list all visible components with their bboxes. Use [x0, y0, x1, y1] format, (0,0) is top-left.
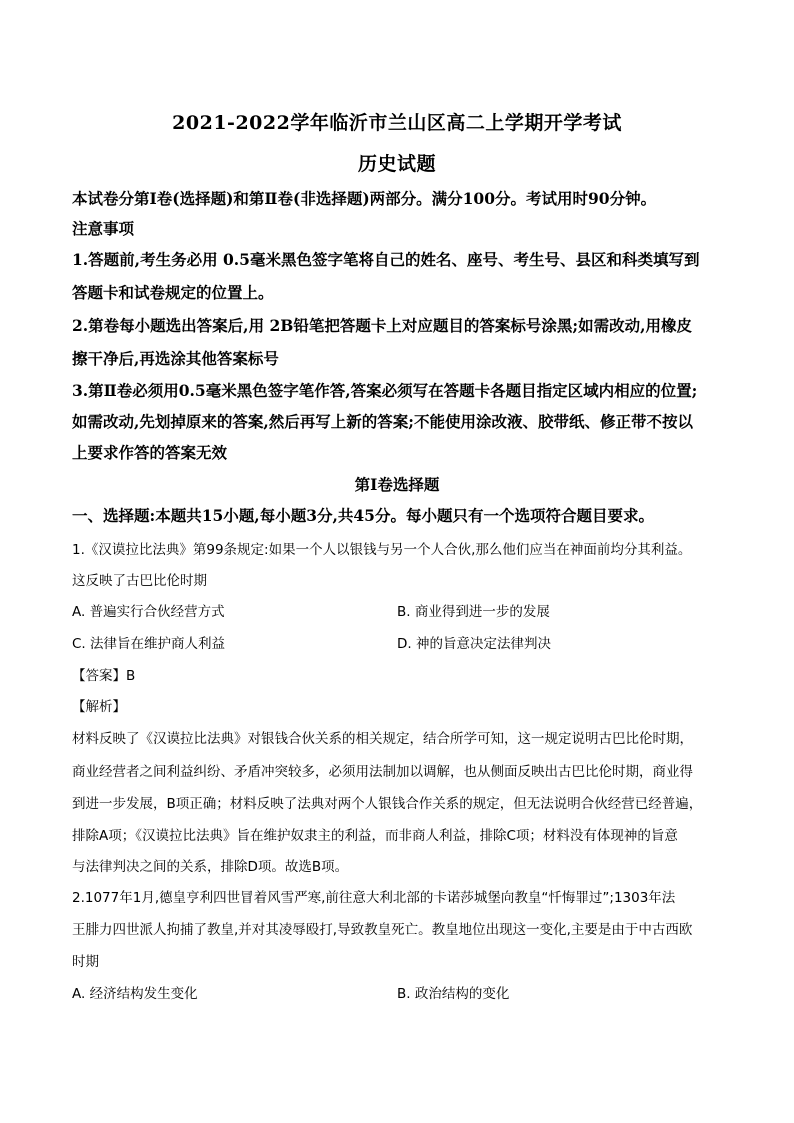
notice-line: 擦干净后,再选涂其他答案标号: [72, 349, 279, 368]
answer-value: B: [126, 668, 136, 684]
notice-line: 上要求作答的答案无效: [72, 443, 228, 462]
exam-subtitle: 历史试题: [357, 153, 436, 175]
option-d: D. 神的旨意决定法律判决: [397, 636, 551, 652]
analysis-line: 商业经营者之间利益纠纷、矛盾冲突较多，必须用法制加以调解，也从侧面反映出古巴比伦时期，商业得: [72, 764, 693, 780]
notice-line: 3.第Ⅱ卷必须用0.5毫米黑色签字笔作答,答案必须写在答题卡各题目指定区域内相应的位置;: [72, 381, 698, 400]
notice-line: 答题卡和试卷规定的位置上。: [72, 283, 274, 302]
option-a: A. 经济结构发生变化: [72, 986, 198, 1002]
notice-line: 如需改动,先划掉原来的答案,然后再写上新的答案;不能使用涂改液、胶带纸、修正带不按以: [72, 412, 694, 431]
notice-line: 1.答题前,考生务必用 0.5毫米黑色签字笔将自己的姓名、座号、考生号、县区和科类填写到: [72, 250, 700, 269]
exam-title: 2021-2022学年临沂市兰山区高二上学期开学考试: [172, 112, 622, 134]
option-b: B. 政治结构的变化: [397, 986, 510, 1002]
section-title: 第Ⅰ卷选择题: [354, 475, 440, 494]
analysis-line: 排除A项；《汉谟拉比法典》旨在维护奴隶主的利益，而非商人利益，排除C项；材料没有体现神的旨意: [72, 828, 678, 844]
analysis-label: 【解析】: [72, 699, 126, 715]
option-a: A. 普遍实行合伙经营方式: [72, 604, 225, 620]
question-stem-line: 王腓力四世派人拘捕了教皇,并对其凌辱殴打,导致教皇死亡。教皇地位出现这一变化,主要是由于中古西欧: [72, 922, 693, 938]
analysis-line: 到进一步发展，B项正确；材料反映了法典对两个人银钱合作关系的规定，但无法说明合伙经营已经普遍，: [72, 796, 703, 812]
option-c: C. 法律旨在维护商人利益: [72, 636, 226, 652]
notice-heading: 注意事项: [72, 219, 135, 238]
answer-label: 【答案】: [72, 668, 126, 684]
question-stem-line: 时期: [72, 954, 99, 970]
exam-summary: 本试卷分第Ⅰ卷(选择题)和第Ⅱ卷(非选择题)两部分。满分100分。考试用时90分钟。: [72, 189, 657, 208]
question-stem-line: 1.《汉谟拉比法典》第99条规定:如果一个人以银钱与另一个人合伙,那么他们应当在神面前均分其利益。: [72, 542, 692, 558]
analysis-line: 与法律判决之间的关系，排除D项。故选B项。: [72, 859, 349, 875]
option-b: B. 商业得到进一步的发展: [397, 604, 550, 620]
question-stem-line: 这反映了古巴比伦时期: [72, 573, 207, 589]
notice-line: 2.第卷每小题选出答案后,用 2B铅笔把答题卡上对应题目的答案标号涂黑;如需改动,用橡皮: [72, 316, 692, 335]
analysis-line: 材料反映了《汉谟拉比法典》对银钱合伙关系的相关规定，结合所学可知，这一规定说明古巴比伦时期，: [72, 731, 693, 747]
question-stem-line: 2.1077年1月,德皇亨利四世冒着风雪严寒,前往意大利北部的卡诺莎城堡向教皇“忏悔罪过”;1303年法: [72, 890, 676, 906]
answer-line: [72, 664, 732, 684]
section-instruction: 一、选择题:本题共15小题,每小题3分,共45分。每小题只有一个选项符合题目要求。: [72, 506, 654, 525]
